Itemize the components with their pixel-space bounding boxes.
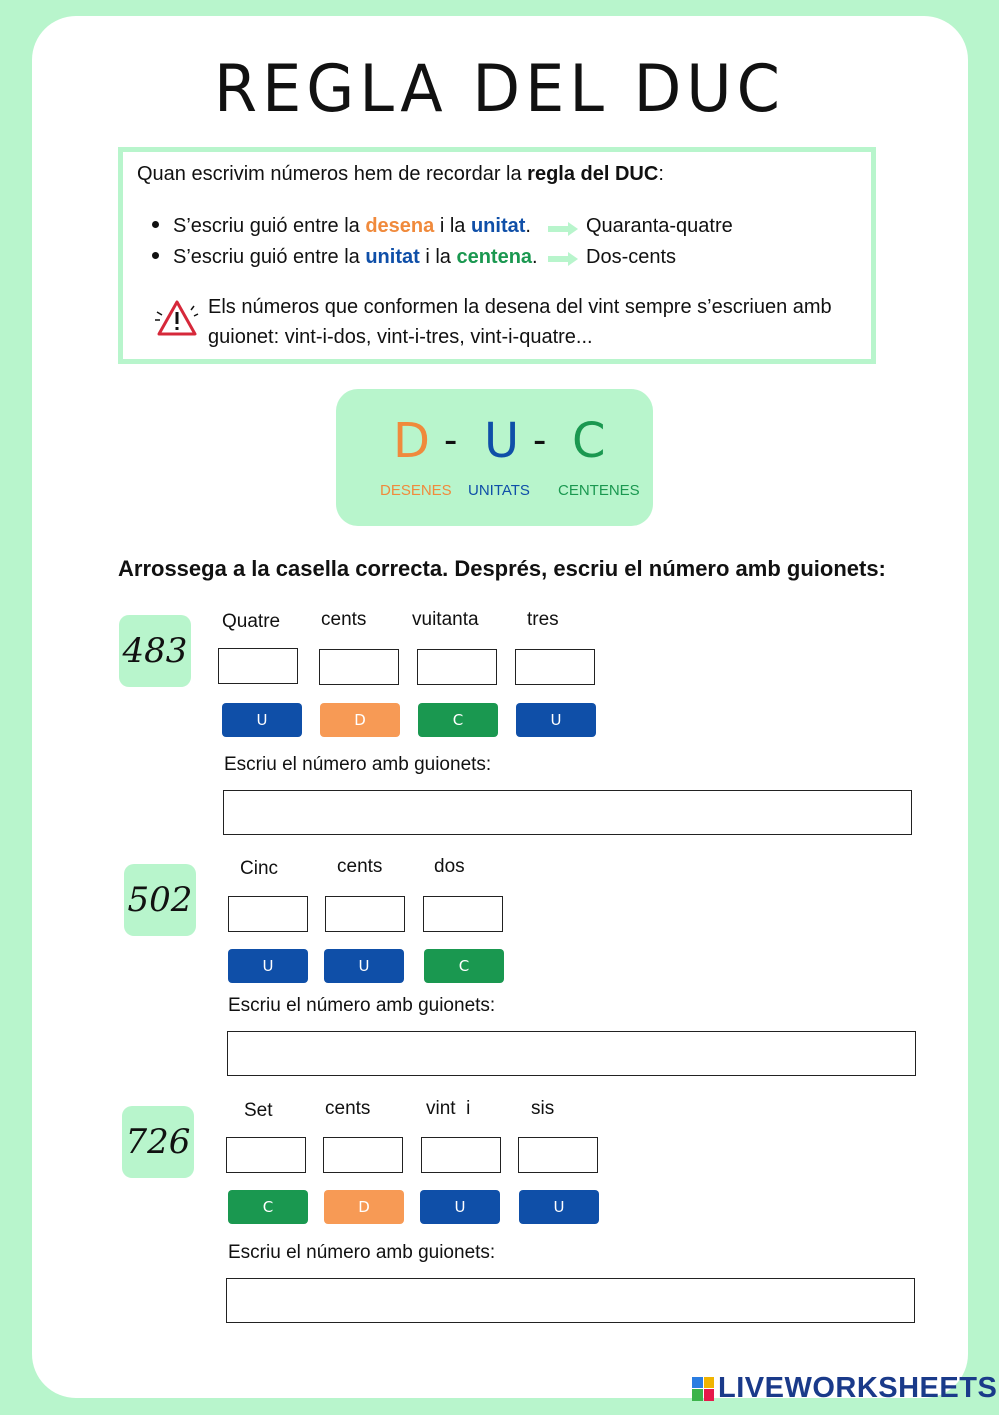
rule-example-2: Dos-cents (586, 246, 677, 268)
exercise-number-card: 483 (119, 615, 191, 687)
drop-slot[interactable] (323, 1137, 403, 1173)
page-title: REGLA DEL DUC (214, 50, 785, 127)
exercise-instruction: Arrossega a la casella correcta. Després, escriu el número amb guionets: (118, 556, 886, 581)
duc-letter-c: C (572, 413, 606, 469)
word-label: vuitanta (412, 609, 479, 630)
drop-slot[interactable] (515, 649, 595, 685)
drop-slot[interactable] (417, 649, 497, 685)
duc-word-centenes: CENTENES (558, 482, 640, 499)
answer-label: Escriu el número amb guionets: (224, 754, 492, 775)
drag-chip-u[interactable]: U (222, 703, 302, 737)
word-label: cents (321, 609, 367, 630)
rules-intro: Quan escrivim números hem de recordar la regla del DUC: (137, 163, 664, 185)
drop-slot[interactable] (319, 649, 399, 685)
drag-chip-u[interactable]: U (516, 703, 596, 737)
drag-chip-d[interactable]: D (324, 1190, 404, 1224)
answer-input[interactable] (227, 1031, 916, 1076)
duc-letter-d: D (393, 413, 430, 469)
answer-label: Escriu el número amb guionets: (228, 995, 496, 1016)
drag-chip-c[interactable]: C (418, 703, 498, 737)
answer-label: Escriu el número amb guionets: (228, 1242, 496, 1263)
answer-input[interactable] (226, 1278, 915, 1323)
duc-dash-2: - (533, 418, 547, 462)
duc-letter-u: U (484, 413, 520, 469)
word-label: dos (434, 856, 465, 877)
drop-slot[interactable] (423, 896, 503, 932)
liveworksheets-logo-icon (692, 1377, 714, 1401)
warning-icon (154, 296, 200, 342)
drag-chip-u[interactable]: U (324, 949, 404, 983)
drop-slot[interactable] (518, 1137, 598, 1173)
exercise-number-card: 502 (124, 864, 196, 936)
warning-text: Els números que conformen la desena del vint sempre s’escriuen amb guionet: vint-i-dos, vint-i-tres, vint-i-quatre... (208, 296, 832, 348)
word-label: vint i (426, 1098, 471, 1119)
exercise-number-card: 726 (122, 1106, 194, 1178)
brand-name: LIVEWORKSHEETS (718, 1372, 998, 1404)
rule-bullet-2: S’escriu guió entre la unitat i la centena. (152, 246, 538, 269)
duc-word-unitats: UNITATS (468, 482, 530, 499)
drop-slot[interactable] (325, 896, 405, 932)
rule-bullet-1: S’escriu guió entre la desena i la unitat. (152, 215, 531, 238)
arrow-right-icon (548, 252, 578, 266)
word-label: cents (337, 856, 383, 877)
drag-chip-u[interactable]: U (228, 949, 308, 983)
liveworksheets-brand[interactable] (692, 1372, 997, 1405)
drag-chip-d[interactable]: D (320, 703, 400, 737)
drop-slot[interactable] (228, 896, 308, 932)
drag-chip-u[interactable]: U (420, 1190, 500, 1224)
drop-slot[interactable] (421, 1137, 501, 1173)
word-label: sis (531, 1098, 555, 1119)
arrow-right-icon (548, 222, 578, 236)
word-label: Cinc (240, 858, 279, 879)
drop-slot[interactable] (218, 648, 298, 684)
duc-word-desenes: DESENES (380, 482, 452, 499)
drag-chip-c[interactable]: C (228, 1190, 308, 1224)
drag-chip-c[interactable]: C (424, 949, 504, 983)
word-label: Set (244, 1100, 273, 1121)
word-label: cents (325, 1098, 371, 1119)
duc-dash-1: - (444, 418, 458, 462)
drop-slot[interactable] (226, 1137, 306, 1173)
rule-example-1: Quaranta-quatre (586, 215, 733, 237)
word-label: Quatre (222, 611, 281, 632)
answer-input[interactable] (223, 790, 912, 835)
drag-chip-u[interactable]: U (519, 1190, 599, 1224)
word-label: tres (527, 609, 559, 630)
